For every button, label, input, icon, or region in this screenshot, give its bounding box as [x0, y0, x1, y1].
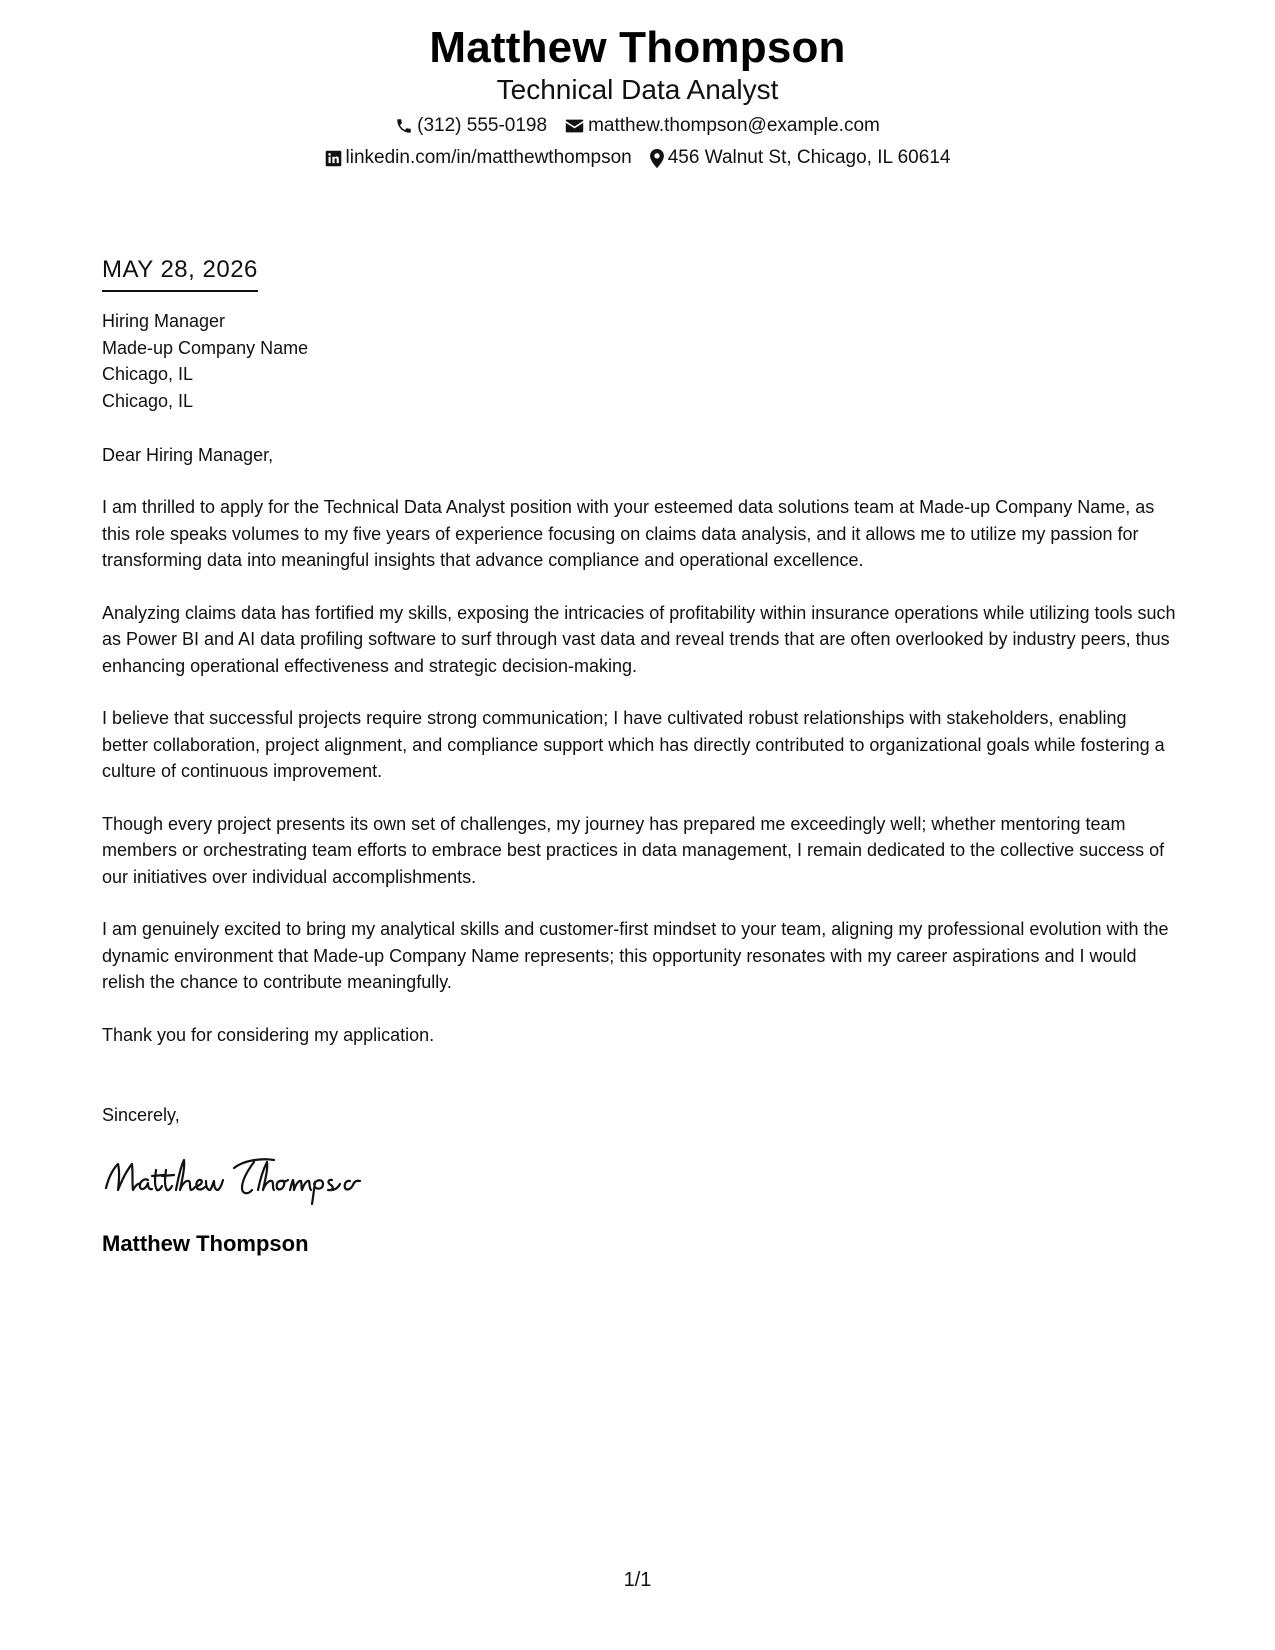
- contact-address: [650, 146, 951, 170]
- body-paragraph: Analyzing claims data has fortified my skills, exposing the intricacies of profitability within insurance operations while utilizing tools such as Power BI and AI data profiling software to surf through vast data and reveal trends that are often overlooked by industry peers, thus enhancing operational effectiveness and strategic decision-making.: [102, 602, 1176, 676]
- map-pin-icon: [650, 149, 664, 168]
- phone-number[interactable]: (312) 555-0198: [417, 115, 548, 136]
- signer-name: Matthew Thompson: [102, 1230, 309, 1256]
- handwritten-signature: [102, 1150, 362, 1206]
- letter-header: [0, 22, 1275, 170]
- linkedin-icon: [325, 150, 342, 167]
- contact-row-primary: [0, 114, 1275, 138]
- contact-row-secondary: [0, 146, 1275, 170]
- recipient-line: Chicago, IL: [102, 364, 194, 384]
- recipient-block: [102, 308, 1177, 414]
- contact-email: [565, 114, 880, 138]
- recipient-line: Hiring Manager: [102, 311, 226, 331]
- recipient-line: Made-up Company Name: [102, 337, 309, 358]
- contact-phone: [395, 114, 547, 138]
- body-paragraph: I believe that successful projects require strong communication; I have cultivated robust relationships with stakeholders, enabling better collaboration, project alignment, and compliance support which has directly contributed to organizational goals while fostering a culture of continuous improvement.: [102, 708, 1165, 781]
- contact-linkedin: [325, 146, 632, 170]
- postal-address: 456 Walnut St, Chicago, IL 60614: [667, 147, 951, 168]
- letter-date: MAY 28, 2026: [102, 254, 258, 292]
- recipient-line: Chicago, IL: [102, 390, 194, 411]
- email-address[interactable]: matthew.thompson@example.com: [588, 115, 880, 136]
- body-paragraph: I am genuinely excited to bring my analytical skills and customer-first mindset to your team, aligning my professional evolution with the dynamic environment that Made-up Company Name represents; this opportunity resonates with my career aspirations and I would relish the chance to contribute meaningfully.: [102, 919, 1169, 992]
- letter-body: [102, 254, 1177, 1258]
- linkedin-url[interactable]: linkedin.com/in/matthewthompson: [345, 147, 632, 168]
- phone-icon: [395, 117, 413, 135]
- applicant-title: Technical Data Analyst: [496, 74, 779, 105]
- envelope-icon: [565, 118, 584, 134]
- body-paragraph: Though every project presents its own set of challenges, my journey has prepared me exceedingly well; whether mentoring team members or orchestrating team efforts to embrace best practices in data management, I remain dedicated to the collective success of our initiatives over individual accomplishments.: [102, 813, 1165, 887]
- closing-line: Thank you for considering my application.: [102, 1024, 435, 1045]
- salutation: Dear Hiring Manager,: [102, 445, 274, 465]
- body-paragraph: I am thrilled to apply for the Technical Data Analyst position with your esteemed data solutions team at Made-up Company Name, as this role speaks volumes to my five years of experience focusing on claims data analysis, and it allows me to utilize my passion for transforming data into meaningful insights that advance compliance and operational excellence.: [102, 497, 1155, 570]
- signoff: Sincerely,: [102, 1104, 180, 1125]
- page-indicator: 1/1: [623, 1569, 652, 1591]
- applicant-name: Matthew Thompson: [429, 23, 846, 72]
